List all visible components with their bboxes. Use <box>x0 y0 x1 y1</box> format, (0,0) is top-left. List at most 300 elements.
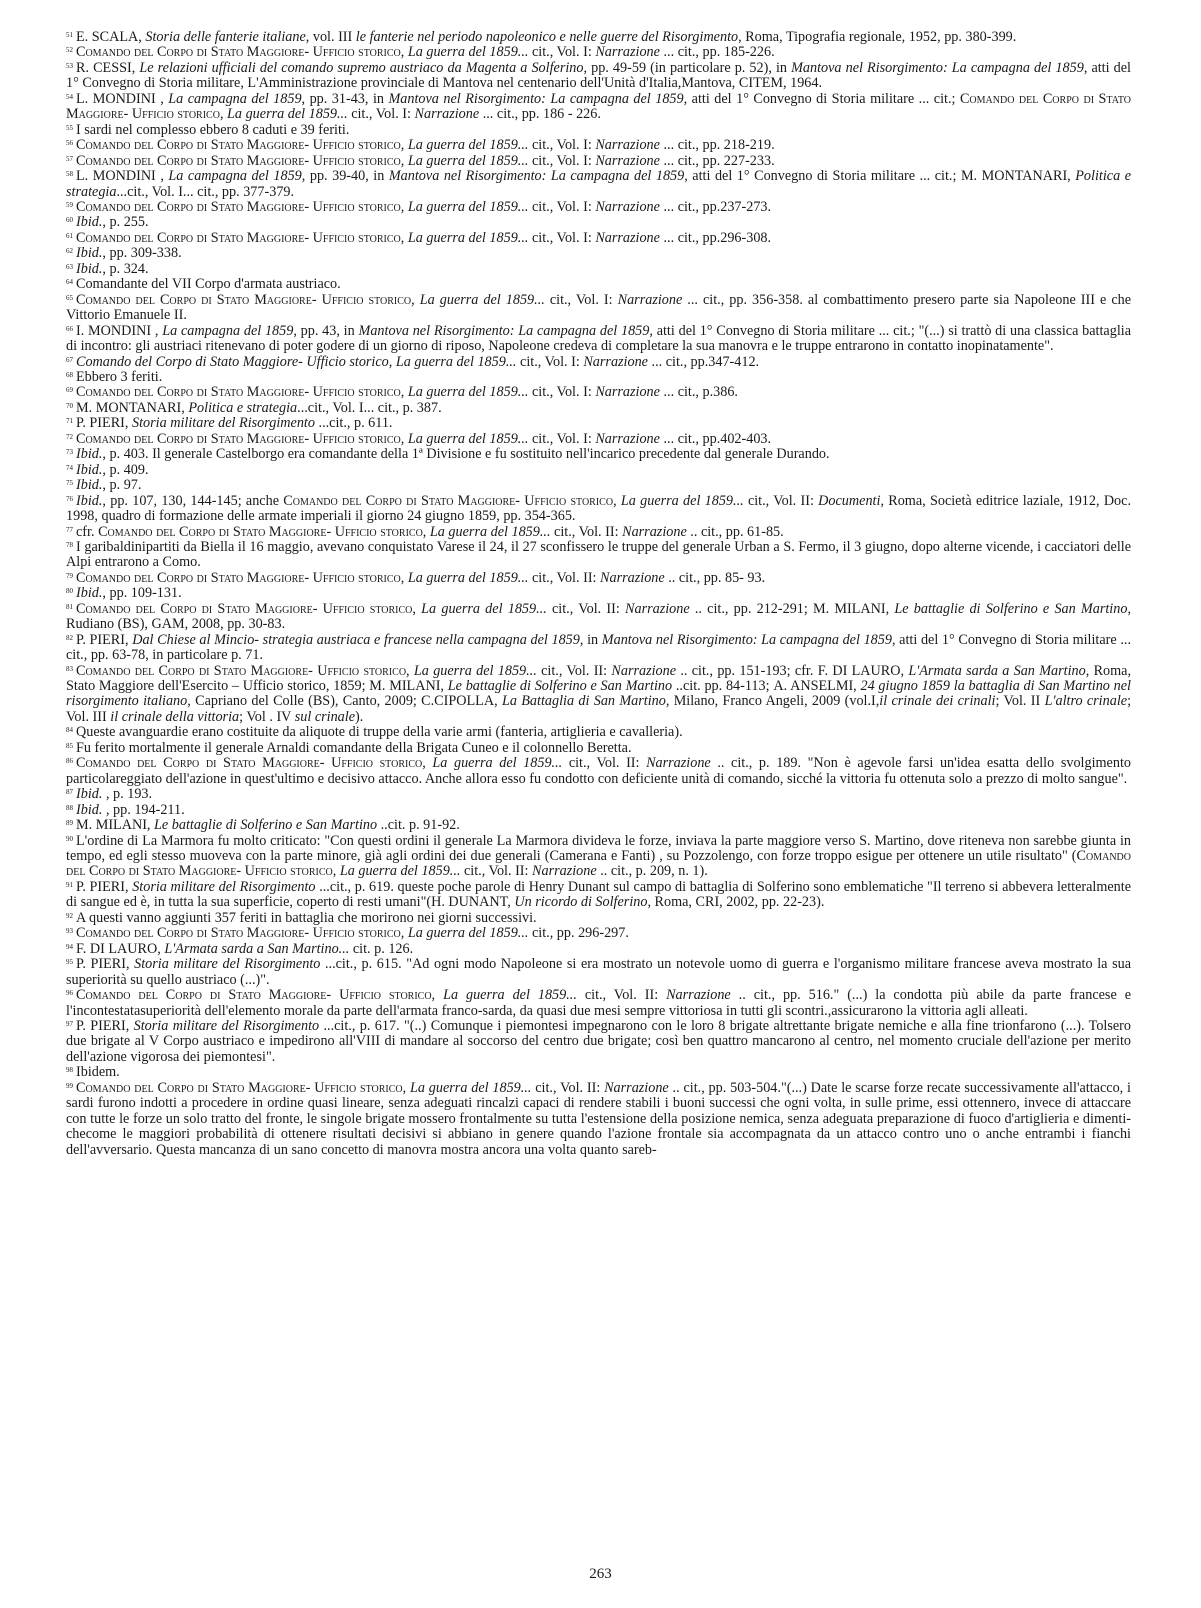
footnote-text: cit., Vol. II: <box>528 569 601 586</box>
footnote-text: La campagna del 1859 <box>162 322 294 339</box>
footnote-text: Queste avanguardie erano costituite da aliquote di truppe della varie armi (fanteria, artiglieria e cavalleria). <box>76 724 683 741</box>
footnote <box>66 200 1131 215</box>
footnote <box>66 957 1131 988</box>
footnote-text: le fanterie nel periodo napoleonico e nelle guerre del Risorgimento <box>355 29 739 45</box>
footnote-number: 70 <box>66 401 73 410</box>
footnote-text: il crinale dei crinali <box>879 693 996 710</box>
footnote-text: L. MONDINI <box>76 90 156 107</box>
footnote <box>66 803 1131 818</box>
footnote-text: La guerra del 1859... <box>407 152 529 169</box>
footnote-text: , <box>155 90 169 107</box>
footnote <box>66 586 1131 601</box>
footnote-text: La guerra del 1859... <box>339 863 461 880</box>
footnote-text: ..cit. p. 91-92. <box>377 817 460 834</box>
footnote-text: .. cit., pp. 85- 93. <box>664 569 766 586</box>
footnote-number: 73 <box>66 448 73 457</box>
footnote-text: cit., Vol. I: <box>528 152 596 169</box>
footnote-text: ... cit., p.386. <box>659 384 738 401</box>
footnote-text: , Rudiano (BS), GAM, 2008, pp. 30-83. <box>66 600 1131 633</box>
footnote <box>66 525 1131 540</box>
footnote-text: cit., Vol. II: <box>562 755 647 772</box>
footnote-text: Politica e strategia <box>66 168 1132 200</box>
footnote <box>66 664 1131 726</box>
footnote-number: 75 <box>66 479 73 488</box>
footnote-text: La guerra del 1859... <box>407 137 529 154</box>
footnote <box>66 756 1131 787</box>
footnote-text: cit., Vol. I: <box>516 353 584 370</box>
footnote-text: Narrazione <box>600 569 665 586</box>
footnote-text: cit., Vol. II: <box>743 492 819 509</box>
footnote-number: 69 <box>66 386 73 395</box>
footnote-text: Narrazione <box>666 987 731 1004</box>
footnote-text: Narrazione <box>646 755 711 772</box>
footnote-number: 90 <box>66 834 73 843</box>
footnote-text: .. cit., p. 209, n. 1). <box>596 863 708 880</box>
footnote-text: , p. 97. <box>102 477 142 494</box>
footnote-text: , Roma, CRI, 2002, pp. 22-23). <box>647 894 825 911</box>
footnote-text: ... cit., pp.402-403. <box>659 430 772 447</box>
footnote-text: Storia militare del Risorgimento <box>134 956 321 973</box>
footnote-text: La guerra del 1859... <box>407 44 529 61</box>
footnote-text: La guerra del 1859... <box>407 198 529 215</box>
footnote-text: La campagna del 1859 <box>168 90 302 107</box>
footnote-text: Comandante del VII Corpo d'armata austriaco. <box>76 276 341 293</box>
footnote <box>66 602 1131 633</box>
footnote-text: ...cit., p. 615. "Ad ogni modo Napoleone si era mostrato un notevole uomo di guerra e l'organismo militare francese aveva mostrato la sua superiorità su quello austriaco (...)". <box>66 956 1131 988</box>
footnote <box>66 942 1131 957</box>
footnote-text: ...cit., p. 617. "(..) Comunque i piemontesi impegnarono con le loro 8 brigate altrettante brigate nemiche e alla fine trionfarono (...). Tolsero due brigate al V Corpo austriaco e impedirono all'VIII di mandare al soccorso del centro due brigate; così ben quattro mancarono al centro, nel momento cruciale dell'azione per merito dell'azione vigorosa dei piemontesi". <box>66 1018 1131 1065</box>
footnote <box>66 370 1131 385</box>
footnote-text: Ibid. <box>76 786 103 803</box>
footnote-text: sul crinale <box>294 708 356 725</box>
footnote-text: ; Vol. II <box>995 693 1045 710</box>
footnote-text: ... cit., pp. 356-358. al combattimento presero parte sia Napoleone III e che Vittorio Emanuele II. <box>66 291 1132 324</box>
footnote-text: Storia militare del Risorgimento <box>132 878 316 895</box>
footnote-text: .. cit., pp. 61-85. <box>686 523 784 540</box>
footnote-text: Comando del Corpo di Stato Maggiore- Ufficio storico, <box>76 1079 410 1096</box>
footnote-number: 58 <box>66 170 73 179</box>
footnote-text: cit., Vol. II: <box>550 523 623 540</box>
footnote <box>66 633 1131 664</box>
footnote-text: ... cit., pp. 227-233. <box>659 152 775 169</box>
footnote <box>66 416 1131 431</box>
footnote-text: ...cit., p. 611. <box>314 415 393 432</box>
footnote-text: Narrazione <box>622 523 687 540</box>
footnote-number: 87 <box>66 788 73 797</box>
footnote-text: Comando del Corpo di Stato Maggiore- Ufficio storico, <box>76 430 408 447</box>
footnote-text: ... cit., pp.296-308. <box>659 229 772 246</box>
footnote-text: Ibid. <box>76 492 103 509</box>
footnote-text: Ibidem. <box>76 1064 120 1081</box>
footnote-text: Ibid. <box>76 801 103 818</box>
footnote-number: 80 <box>66 587 73 596</box>
footnote-text: ; Vol. III <box>66 693 1132 725</box>
footnote-text: Narrazione <box>595 137 660 154</box>
footnote-text: il crinale della vittoria <box>110 708 240 725</box>
footnote <box>66 215 1131 230</box>
footnote-number: 89 <box>66 819 73 828</box>
footnote-text: L'ordine di La Marmora fu molto criticato: "Con questi ordini il generale La Marmora divideva le forze, inviava la parte maggiore verso S. Martino, dove riteneva non sarebbe giunta in tempo, ed egli stesso muoveva con la parte minore, già agli ordini dei due generali (Camerana e Fanti) , su Pozzolengo, con forze troppo esigue per ottenere un utile risultato" ( <box>66 832 1131 865</box>
footnote-number: 83 <box>66 664 73 673</box>
footnote-text: P. PIERI, <box>76 415 132 432</box>
footnote-text: , p. 255. <box>102 214 149 231</box>
page-number: 263 <box>589 1566 612 1582</box>
footnote-text: Storia delle fanterie italiane <box>145 29 306 45</box>
footnote-text: .. cit., p. 189. "Non è agevole farsi un'idea esatta dello svolgimento particolareggiato dell'azione in quest'ultimo e decisivo attacco. Anche allora esso fu condotto con deficiente unità di comando, sicché la vittoria fu ottenuta solo a prezzo di molto sangue". <box>66 755 1131 787</box>
footnote-text: Mantova nel Risorgimento: La campagna del 1859 <box>358 322 650 339</box>
footnote-number: 74 <box>66 463 73 472</box>
footnote-number: 63 <box>66 262 73 271</box>
footnote-text: Comando del Corpo di Stato Maggiore- Ufficio storico, <box>76 987 444 1004</box>
footnote-text: Comando del Corpo di Stato Maggiore- Ufficio storico, <box>76 662 414 679</box>
footnote-text: cit., Vol. I: <box>528 137 596 154</box>
footnote-text: M. MONTANARI, <box>76 399 189 416</box>
footnote <box>66 741 1131 756</box>
footnote-text: Comando del Corpo di Stato Maggiore- Ufficio storico, <box>66 848 1131 880</box>
footnote-text: cit., Vol. II: <box>531 1079 605 1096</box>
footnote-text: La guerra del 1859... <box>407 925 529 942</box>
footnote-text: ..cit. pp. 84-113; <box>672 678 774 695</box>
footnote-text: Narrazione <box>595 152 660 169</box>
footnote-text: Narrazione <box>532 863 597 880</box>
footnote-text: Comando del Corpo di Stato Maggiore- Ufficio storico, <box>76 137 408 154</box>
footnote-text: Narrazione <box>595 198 660 215</box>
footnote-text: ... cit., pp. 186 - 226. <box>479 106 601 123</box>
footnote <box>66 447 1131 462</box>
footnote-text: Comando del Corpo di Stato Maggiore- Ufficio storico, <box>66 90 1131 123</box>
footnote-number: 62 <box>66 247 73 256</box>
footnote-text: Le battaglie di Solferino e San Martino <box>894 600 1128 617</box>
footnote-text: Dal Chiese al Mincio- strategia austriaca e francese nella campagna del 1859 <box>132 631 580 648</box>
footnote-text: cit., Vol. I: <box>544 291 618 308</box>
footnote-text: , atti del 1° Convegno di Storia militare ... cit.; <box>684 168 961 185</box>
footnote-text: Comando del Corpo di Stato Maggiore- Ufficio storico, <box>76 569 408 586</box>
footnote-text: L. MONDINI <box>76 168 156 185</box>
footnote-text: Comando del Corpo di Stato Maggiore- Ufficio storico, <box>76 152 408 169</box>
footnote-text: Le battaglie di Solferino e San Martino <box>154 817 378 834</box>
footnote-text: cit., Vol. I: <box>347 106 415 123</box>
footnote-text: La guerra del 1859... <box>407 384 529 401</box>
footnote <box>66 787 1131 802</box>
footnote-text: ... cit., pp.237-273. <box>659 198 772 215</box>
footnote-text: I sardi nel complesso ebbero 8 caduti e 39 feriti. <box>76 121 350 138</box>
footnote-text: Narrazione <box>604 1079 669 1096</box>
footnote-text: .. cit., pp. 516." (...) la condotta più abile da parte francese e l'incontestatasuperiorità dell'elemento morale da parte dell'armata franco-sarda, da quasi due mesi sempre vittoriosa in tutti gli scontri.,assicurarono la vittoria agli alleati. <box>66 987 1131 1019</box>
footnote-text: La guerra del 1859... <box>227 106 348 123</box>
footnote-text: cit., Vol. II: <box>536 662 612 679</box>
footnote-text: , p. 409. <box>102 461 149 478</box>
footnote-number: 99 <box>66 1081 73 1090</box>
footnote-text: La guerra del 1859... <box>407 569 529 586</box>
footnote-text: La guerra del 1859... <box>443 987 577 1004</box>
footnote-text: Politica e strategia <box>188 399 298 416</box>
footnote-text: , <box>151 322 163 339</box>
footnote <box>66 30 1131 45</box>
footnotes-block <box>66 30 1131 1158</box>
footnote-text: La campagna del 1859 <box>168 168 302 185</box>
footnote-text: , atti del 1° Convegno di Storia militare ... cit., pp. 63-78, in particolare p. 71. <box>66 631 1131 664</box>
footnote <box>66 834 1131 880</box>
footnote-text: Mantova nel Risorgimento: La campagna del 1859 <box>791 59 1084 76</box>
footnote-number: 71 <box>66 417 73 426</box>
footnote <box>66 123 1131 138</box>
footnote-text: P. PIERI, <box>76 878 133 895</box>
footnote <box>66 926 1131 941</box>
footnote <box>66 1019 1131 1065</box>
footnote-number: 92 <box>66 911 73 920</box>
footnote-text: M. MILANI, <box>369 678 448 695</box>
footnote-text: Mantova nel Risorgimento: La campagna del 1859 <box>388 168 685 185</box>
footnote-text: Comando del Corpo di Stato Maggiore- Ufficio storico, <box>76 925 408 942</box>
footnote-text: cit., Vol. II: <box>546 600 626 617</box>
footnote-text: Ibid. <box>76 260 103 277</box>
footnote-text: cit., Vol. I: <box>528 430 596 447</box>
footnote-number: 52 <box>66 46 73 55</box>
footnote-text: A. ANSELMI, <box>773 678 861 695</box>
footnote-number: 91 <box>66 880 73 889</box>
footnote-number: 85 <box>66 741 73 750</box>
footnote-number: 95 <box>66 958 73 967</box>
footnote-text: R. CESSI, <box>76 59 140 76</box>
footnote-text: L'Armata sarda a San Martino... <box>164 940 350 957</box>
footnote-text: ). <box>355 708 364 725</box>
footnote-text: , pp. 194-211. <box>102 801 185 818</box>
footnote <box>66 1081 1131 1158</box>
footnote-text: , Roma, Tipografia regionale, 1952, pp. 380-399. <box>738 29 1017 45</box>
footnote <box>66 432 1131 447</box>
footnote-number: 68 <box>66 370 73 379</box>
footnote-text: cit., Vol. I: <box>528 229 596 246</box>
footnote <box>66 880 1131 911</box>
footnote-text: cit., pp. 296-297. <box>528 925 629 942</box>
footnote-text: P. PIERI, <box>76 631 133 648</box>
footnote-text: cit., Vol. I: <box>528 198 596 215</box>
footnote <box>66 61 1131 92</box>
footnote-text: , Milano, Franco Angeli, 2009 (vol.I, <box>665 693 880 710</box>
footnote <box>66 324 1131 355</box>
footnote-text: cit., Vol. I: <box>528 44 596 61</box>
footnote-text: , vol. III <box>305 29 356 45</box>
footnote-number: 76 <box>66 494 73 503</box>
footnote-number: 64 <box>66 278 73 287</box>
footnote <box>66 988 1131 1019</box>
footnote-text: Mantova nel Risorgimento: La campagna del 1859 <box>388 90 684 107</box>
footnote-text: , Capriano del Colle (BS), Canto, 2009; <box>187 693 422 710</box>
footnote <box>66 231 1131 246</box>
footnote-text: P. PIERI, <box>76 956 135 973</box>
footnote-text: Narrazione <box>595 44 660 61</box>
footnote-number: 60 <box>66 216 73 225</box>
footnote-number: 53 <box>66 61 73 70</box>
footnote-text: Ibid. <box>76 446 103 463</box>
footnote-number: 77 <box>66 525 73 534</box>
footnote-text: M. MILANI, <box>813 600 895 617</box>
footnote-text: ... cit., pp. 185-226. <box>659 44 775 61</box>
footnote-text: A questi vanno aggiunti 357 feriti in battaglia che morirono nei giorni successivi. <box>76 909 537 926</box>
footnote-text: Le battaglie di Solferino e San Martino <box>447 678 673 695</box>
footnote-text: Storia militare del Risorgimento <box>133 1018 320 1034</box>
footnote-text: cit., Vol. I: <box>528 384 596 401</box>
footnote <box>66 138 1131 153</box>
footnote-text: Narrazione <box>595 430 660 447</box>
footnote-number: 93 <box>66 927 73 936</box>
footnote-text: I. MONDINI <box>76 322 152 339</box>
footnote-text: La guerra del 1859... <box>407 430 529 447</box>
footnote-text: F. DI LAURO, <box>817 662 909 679</box>
footnote-text: .. cit., pp. 151-193; cfr. <box>676 662 818 679</box>
footnote-number: 65 <box>66 293 73 302</box>
footnote-text: Comando del Corpo di Stato Maggiore- Ufficio storico, <box>98 523 430 540</box>
footnote-text: , atti del 1° Convegno di Storia militare ... cit.; <box>683 90 960 107</box>
footnote-text: F. DI LAURO, <box>76 940 165 957</box>
footnote <box>66 540 1131 571</box>
footnote <box>66 1065 1131 1080</box>
footnote-text: P. PIERI, <box>76 1018 134 1034</box>
footnote-text: , in <box>579 631 602 648</box>
footnote <box>66 277 1131 292</box>
footnote-text: , Roma, Stato Maggiore dell'Esercito – Ufficio storico, 1859; <box>66 662 1132 695</box>
footnote-text: La guerra del 1859... <box>432 755 563 772</box>
footnote-number: 66 <box>66 324 73 333</box>
footnote-text: Fu ferito mortalmente il generale Arnaldi comandante della Brigata Cuneo e il colonnello Beretta. <box>76 739 632 756</box>
footnote-number: 94 <box>66 942 73 951</box>
footnote-text: cit., Vol. II: <box>576 987 667 1004</box>
footnote-text: , pp. 107, 130, 144-145; anche <box>102 492 284 509</box>
footnote-text: Un ricordo di Solferino <box>514 894 648 911</box>
footnote <box>66 494 1131 525</box>
footnote-text: 24 giugno 1859 la battaglia di San Martino nel risorgimento italiano <box>66 678 1131 710</box>
footnote <box>66 169 1131 200</box>
footnote-text: La guerra del 1859... <box>421 600 547 617</box>
footnote-text: , p. 403. Il generale Castelborgo era comandante della 1ª Divisione e fu sostituito nell'incarico precedente dal generale Durando. <box>102 446 830 463</box>
footnote-text: Comando del Corpo di Stato Maggiore- Ufficio storico, <box>76 198 408 215</box>
footnote-number: 56 <box>66 139 73 148</box>
footnote-text: , atti del 1° Convegno di Storia militare ... cit.; "(...) si trattò di una classica battaglia di incontro: gli austriaci ritenevano di poter godere di un giorno di riposo, Napoleone credeva di completare la sua manovra e le truppe entrarono in contatto inopinatamente". <box>66 322 1131 355</box>
footnote-text: , pp. 49-59 (in particolare p. 52), in <box>583 59 792 76</box>
footnote-text: Ebbero 3 feriti. <box>76 368 163 385</box>
footnote <box>66 355 1131 370</box>
footnote-number: 55 <box>66 123 73 132</box>
footnote-number: 82 <box>66 633 73 642</box>
footnote-text: Narrazione <box>611 662 677 679</box>
footnote-number: 61 <box>66 231 73 240</box>
footnote-text: Mantova nel Risorgimento: La campagna del 1859 <box>601 631 892 648</box>
footnote-text: Narrazione <box>625 600 690 617</box>
footnote-text: Documenti <box>818 492 881 509</box>
footnote-text: ...cit., Vol. I... cit., p. 387. <box>297 399 442 416</box>
footnote-text: I garibaldinipartiti da Biella il 16 maggio, avevano conquistato Varese il 24, il 27 sconfissero le truppe del generale Urban a S. Fermo, il 3 giugno, dopo alterne vicende, i cacciatori delle Alpi entrarono a Como. <box>66 538 1131 571</box>
footnote <box>66 818 1131 833</box>
footnote-text: , pp. 31-43, in <box>301 90 389 107</box>
footnote-text: E. SCALA, <box>76 29 146 45</box>
footnote-text: Comando del Corpo di Stato Maggiore- Ufficio storico, <box>76 384 408 401</box>
footnote-text: Narrazione <box>414 106 480 123</box>
footnote-number: 97 <box>66 1020 73 1028</box>
footnote-text: ...cit., Vol. I... cit., pp. 377-379. <box>116 183 295 200</box>
footnote-number: 67 <box>66 355 73 364</box>
footnote-number: 54 <box>66 92 73 101</box>
footnote-number: 98 <box>66 1066 73 1075</box>
footnote-text: L'Armata sarda a San Martino <box>908 662 1086 679</box>
footnote-text: .. cit., pp. 503-504."(...) Date le scarse forze recate successivamente all'attacco, i sardi furono indotti a procedere in ordine quasi lineare, senza adeguati rincalzi capaci di rendere stabili i buoni successi che ogni volta, in sulle prime, essi ottennero, invece di attaccare con tutte le forze un solo tratto del fronte, le singole brigate mossero frontalmente su tutta l'estensione della posizione nemica, senza adeguata preparazione di fuoco d'artiglieria e dimenti-checome le maggiori probabilità di ottenere risultati decisivi si abbiano in genere quando l'azione frontale sia accompagnata da un attacco contro uno o anche entrambi i fianchi dell'avversario. Questa mancanza di un sano concetto di manovra mostra ancora una volta quanto sareb- <box>66 1079 1131 1158</box>
footnote <box>66 478 1131 493</box>
footnote-text: cfr. <box>76 523 99 540</box>
footnote-text: Ibid. <box>76 461 103 478</box>
footnote-text: La guerra del 1859... <box>419 291 545 308</box>
footnote-number: 59 <box>66 200 73 209</box>
footnote-text: Ibid. <box>76 585 103 602</box>
footnote <box>66 154 1131 169</box>
footnote <box>66 725 1131 740</box>
footnote-text: Narrazione <box>595 229 660 246</box>
footnote-text: Comando del Corpo di Stato Maggiore- Ufficio storico, La guerra del 1859... <box>76 353 517 370</box>
footnote-number: 88 <box>66 803 73 812</box>
footnote-number: 96 <box>66 989 73 998</box>
footnote-number: 84 <box>66 726 73 735</box>
footnote-text: Le relazioni ufficiali del comando supremo austriaco da Magenta a Solferino <box>139 59 584 76</box>
footnote-text: La guerra del 1859... <box>429 523 551 540</box>
footnote-text: Narrazione <box>595 384 660 401</box>
footnote-text: La guerra del 1859... <box>407 229 529 246</box>
footnote-text: Ibid. <box>76 245 103 262</box>
footnote-text: , pp. 39-40, in <box>301 168 389 185</box>
footnote-text: H. DUNANT, <box>431 894 515 911</box>
footnote <box>66 293 1131 324</box>
footnote-text: , Roma, Società editrice laziale, 1912, Doc. 1998, quadro di formazione delle armate imperiali il giorno 24 giugno 1859, pp. 354-365. <box>66 492 1131 525</box>
footnote <box>66 401 1131 416</box>
footnote-text: Comando del Corpo di Stato Maggiore- Ufficio storico, <box>76 229 408 246</box>
footnote-text: Comando del Corpo di Stato Maggiore- Ufficio storico, <box>76 755 433 772</box>
footnote <box>66 92 1131 123</box>
footnote-text: .. cit., pp. 212-291; <box>689 600 814 617</box>
footnote-text: Storia militare del Risorgimento <box>131 415 315 432</box>
footnote-text: La guerra del 1859... <box>410 1079 532 1096</box>
footnote-text: ... cit., pp. 218-219. <box>659 137 775 154</box>
footnote-text: La guerra del 1859... <box>620 492 744 509</box>
footnote-text: C.CIPOLLA, <box>421 693 502 710</box>
footnote-number: 51 <box>66 31 73 39</box>
footnote-text: ...cit., p. 619. queste poche parole di Henry Dunant sul campo di battaglia di Solferino sono emblematiche "Il terreno si abbevera letteralmente di sangue ed è, in tutta la sua superficie, coperto di resti umani"( <box>66 878 1132 911</box>
footnote-text: M. MONTANARI, <box>960 168 1076 185</box>
footnote-text: M. MILANI, <box>76 817 155 834</box>
footnote <box>66 571 1131 586</box>
footnote-text: , p. 193. <box>102 786 153 803</box>
footnote-text: Narrazione <box>583 353 648 370</box>
footnote-number: 86 <box>66 757 73 766</box>
footnote-text: cit. p. 126. <box>349 940 414 957</box>
footnote <box>66 385 1131 400</box>
footnote-number: 72 <box>66 432 73 441</box>
footnote-text: Ibid. <box>76 477 103 494</box>
footnote-text: ; Vol . IV <box>239 708 295 725</box>
footnote <box>66 463 1131 478</box>
footnote-text: Ibid. <box>76 214 103 231</box>
footnote-text: La guerra del 1859... <box>413 662 537 679</box>
footnote-number: 57 <box>66 154 73 163</box>
footnote-text: Narrazione <box>617 291 683 308</box>
footnote-text: , pp. 109-131. <box>102 585 182 602</box>
footnote-text: , pp. 309-338. <box>102 245 182 262</box>
footnote-text: L'altro crinale <box>1044 693 1128 710</box>
footnote-text: ... cit., pp.347-412. <box>647 353 760 370</box>
footnote-number: 79 <box>66 571 73 580</box>
footnote-text: cit., Vol. II: <box>460 863 533 880</box>
footnote-number: 78 <box>66 540 73 549</box>
footnote <box>66 246 1131 261</box>
footnote-text: Comando del Corpo di Stato Maggiore- Ufficio storico, <box>283 492 621 509</box>
footnote <box>66 911 1131 926</box>
footnote-text: , <box>155 168 169 185</box>
